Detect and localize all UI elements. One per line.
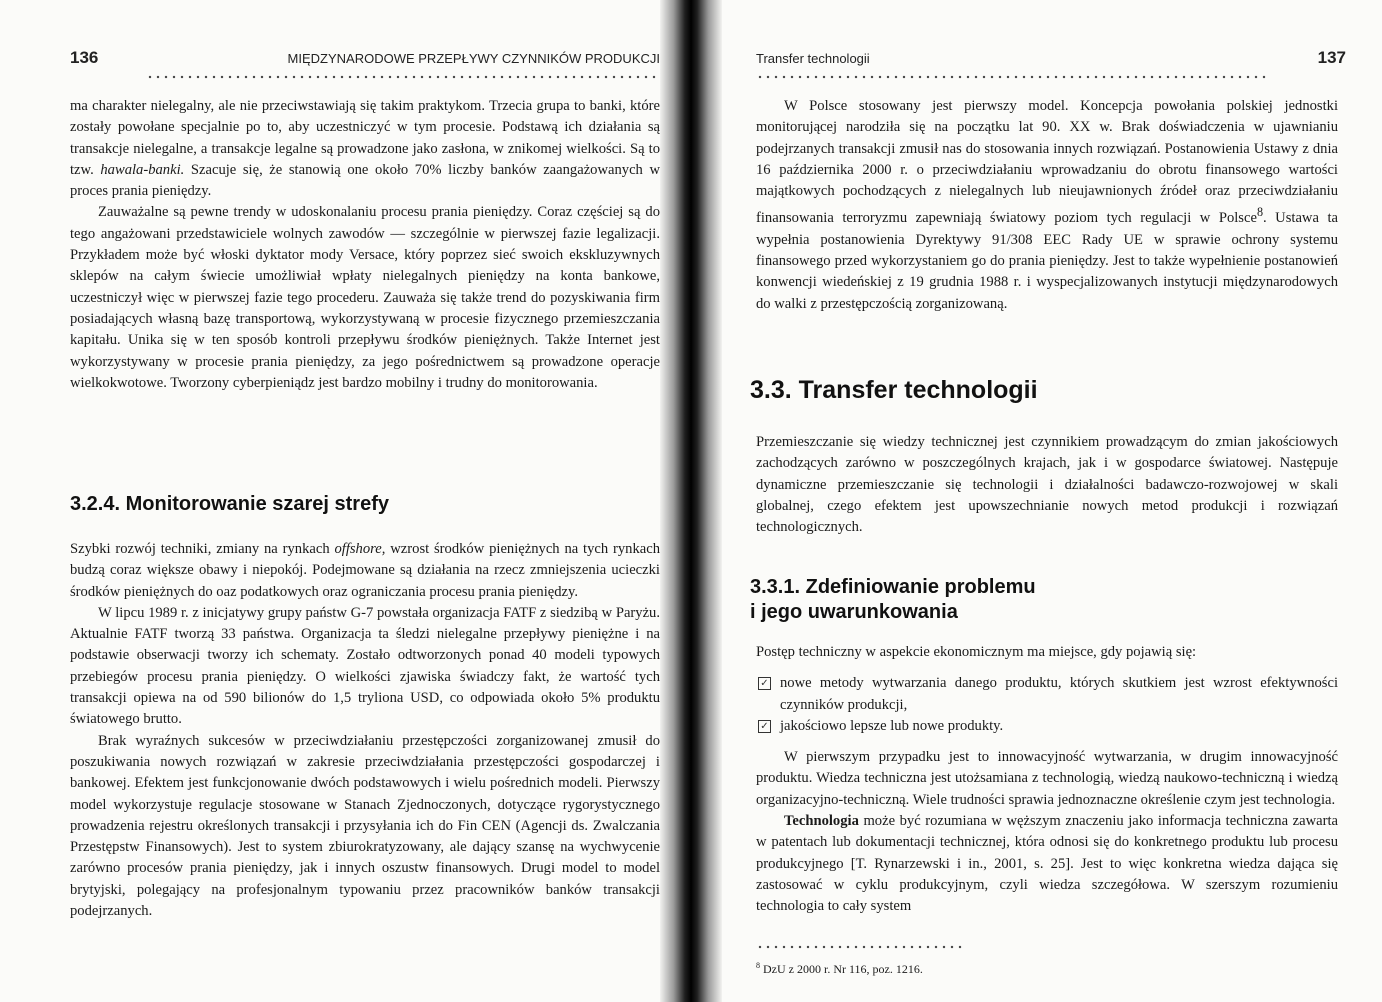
paragraph: Szybki rozwój techniki, zmiany na rynkach offshore, wzrost środków pieniężnych na tych rynkach budzą coraz większe obawy i niepokój. Podejmowane są działania na rzecz zmniejszenia ucieczki środków pieniężnych do oaz podatkowych oraz ograniczania procesu prania pieniędzy. — [70, 541, 661, 600]
section-heading: 3.3. Transfer technologii — [750, 376, 1038, 404]
left-page — [0, 0, 676, 1002]
text-block-top — [70, 96, 660, 394]
bullet-list — [756, 673, 1338, 737]
paragraph: ma charakter nielegalny, ale nie przeciwstawiają się takim praktykom. Trzecia grupa to banki, które zostały powołane specjalnie po to, aby uczestniczyć w tym procesie. Podstawą ich działania są transakcje nielegalne, a transakcje legalne są prowadzone jako zasłona, w znikomej wielkości. Są to tzw. hawala-banki. Szacuje się, że stanowią one około 70% liczby banków zaangażowanych w proces prania pieniędzy. — [70, 98, 660, 200]
page-number: 137 — [1317, 48, 1346, 67]
dotted-rule — [146, 75, 660, 79]
running-title: Transfer technologii — [756, 51, 870, 66]
dotted-rule — [756, 75, 1266, 79]
running-header-right — [756, 48, 1346, 72]
footnote: $^8$ DzU z 2000 r. Nr 116, poz. 1216. — [756, 961, 923, 976]
list-item: ✓ nowe metody wytwarzania danego produktu, których skutkiem jest wzrost efektywności czynników produkcji, — [756, 673, 1338, 716]
paragraph: W Polsce stosowany jest pierwszy model. Koncepcja powołania polskiej jednostki monitorującej narodziła się na początku lat 90. XX w. Brak doświadczenia w ujawnianiu podejrzanych transakcji zmusił nas do stosowania innych rozwiązań. Postanowienia Ustawy z dnia 16 października 2000 r. o przeciwdziałaniu wprowadzaniu do obrotu finansowego wartości majątkowych pochodzących z nielegalnych lub nieujawnionych źródeł oraz przeciwdziałaniu finansowania terroryzmu zapewniają światowy poziom tych regulacji w Polsce$^8$. Ustawa ta wypełnia postanowienia Dyrektywy 91/308 EEC Rady UE w sprawie ochrony systemu finansowego przed wykorzystaniem go do prania pieniędzy. Jest to także wypełnienie postanowień konwencji wiedeńskiej z 19 grudnia 1988 r. i wyspecjalizowanych instytucji międzynarodowych do walki z przestępczością zorganizowaną. — [756, 98, 1338, 312]
footnote-ref: 8 — [1256, 205, 1264, 220]
paragraph: Postęp techniczny w aspekcie ekonomicznym ma miejsce, gdy pojawią się: — [756, 644, 1197, 660]
right-page — [706, 0, 1382, 1002]
paragraph: Technologia może być rozumiana w węższym znaczeniu jako informacja techniczna zawarta w patentach lub dokumentacji technicznej, która odnosi się do konkretnego produktu lub procesu produkcyjnego [T. Rynarzewski i in., 2001, s. 25]. Jest to więc konkretna wiedza dająca się zastosować w cyklu produkcyjnym, czyli wiedza szczegółowa. W szerszym rozumieniu technologia to cały system — [756, 813, 1338, 915]
text-block-subsection — [756, 642, 1338, 918]
checkbox-icon: ✓ — [758, 677, 771, 690]
section-heading: 3.2.4. Monitorowanie szarej strefy — [70, 493, 389, 515]
page-number: 136 — [70, 48, 99, 67]
list-item: ✓ jakościowo lepsze lub nowe produkty. — [756, 716, 1338, 737]
subsection-heading: 3.3.1. Zdefiniowanie problemu i jego uwarunkowania — [750, 576, 1036, 623]
running-title: MIĘDZYNARODOWE PRZEPŁYWY CZYNNIKÓW PRODUKCJI — [287, 51, 660, 66]
paragraph: W pierwszym przypadku jest to innowacyjność wytwarzania, w drugim innowacyjność produktu. Wiedza techniczna jest utożsamiana z technologią, wiedzą naukowo-techniczną i wiedzą organizacyjno-techniczną. Wiele trudności sprawia jednoznaczne określenie czym jest technologia. — [756, 749, 1338, 808]
running-header-left — [70, 48, 660, 72]
paragraph: W lipcu 1989 r. z inicjatywy grupy państw G-7 powstała organizacja FATF z siedzibą w Paryżu. Aktualnie FATF tworzą 33 państwa. Organizacja ta śledzi nielegalne przepływy pieniężne i na podstawie obserwacji tworzy ich schematy. Zostało odtworzonych ponad 40 modeli typowych przebiegów procesu prania pieniędzy. O wielkości zjawiska świadczy fakt, że wartość tych transakcji opiewa na od 590 bilionów do 1,5 tryliona USD, co odpowiada około 5% produktu światowego brutto. — [70, 604, 660, 728]
checkbox-icon: ✓ — [758, 720, 771, 733]
text-block-intro — [756, 96, 1338, 315]
footnote-rule — [756, 945, 966, 949]
paragraph: Zauważalne są pewne trendy w udoskonalaniu procesu prania pieniędzy. Coraz częściej są do tego angażowani przedstawiciele wolnych zawodów — szczególnie w pierwszej fazie legalizacji. Przykładem może być włoski dyktator mody Versace, który poprzez sieć swoich ekskluzywnych sklepów na całym świecie umożliwiał wpłaty nielegalnych pieniędzy na konta bankowe, uczestniczył więc w pierwszej fazie tego procederu. Zauważa się także trend do pozyskiwania firm posiadających własną bazę transportową, wykorzystywaną w procesie fizycznego przemieszczania kapitału. Unika się w ten sposób kontroli przepływu środków pieniężnych. Także Internet jest wykorzystywany w procesie prania pieniędzy, za jego pośrednictwem są prowadzone operacje wielkokwotowe. Tworzony cyberpieniądz jest bardzo mobilny i trudny do monitorowania. — [70, 204, 660, 391]
paragraph: Brak wyraźnych sukcesów w przeciwdziałaniu przestępczości zorganizowanej zmusił do poszukiwania nowych rozwiązań w zakresie przeciwdziałania przestępczości gospodarczej i bankowej. Efektem jest funkcjonowanie dwóch podstawowych i wielu pośrednich modeli. Pierwszy model wykorzystuje regulacje stosowane w Stanach Zjednoczonych, dotyczące rygorystycznego prowadzenia rejestru określonych transakcji i przysyłania ich do Fin CEN (Agencji ds. Zwalczania Przestępstw Finansowych). Jest to system zbiurokratyzowany, ale dający szansę na wychwycenie zarówno procesów prania pieniędzy, jak i innych oszustw finansowych. Drugi model to model brytyjski, polegający na profesjonalnym typowaniu przez pracowników banków transakcji podejrzanych. — [70, 732, 660, 920]
paragraph: Przemieszczanie się wiedzy technicznej jest czynnikiem prowadzącym do zmian jakościowych zachodzących zarówno w poszczególnych krajach, jak i w gospodarce światowej. Następuje dynamiczne przemieszczanie się technologii i działalności badawczo-rozwojowej w skali globalnej, czego efektem jest upowszechnianie nowych metod produkcji i rozwiązań technologicznych. — [756, 434, 1338, 536]
text-block-bottom — [70, 539, 660, 922]
text-block-section — [756, 432, 1338, 538]
